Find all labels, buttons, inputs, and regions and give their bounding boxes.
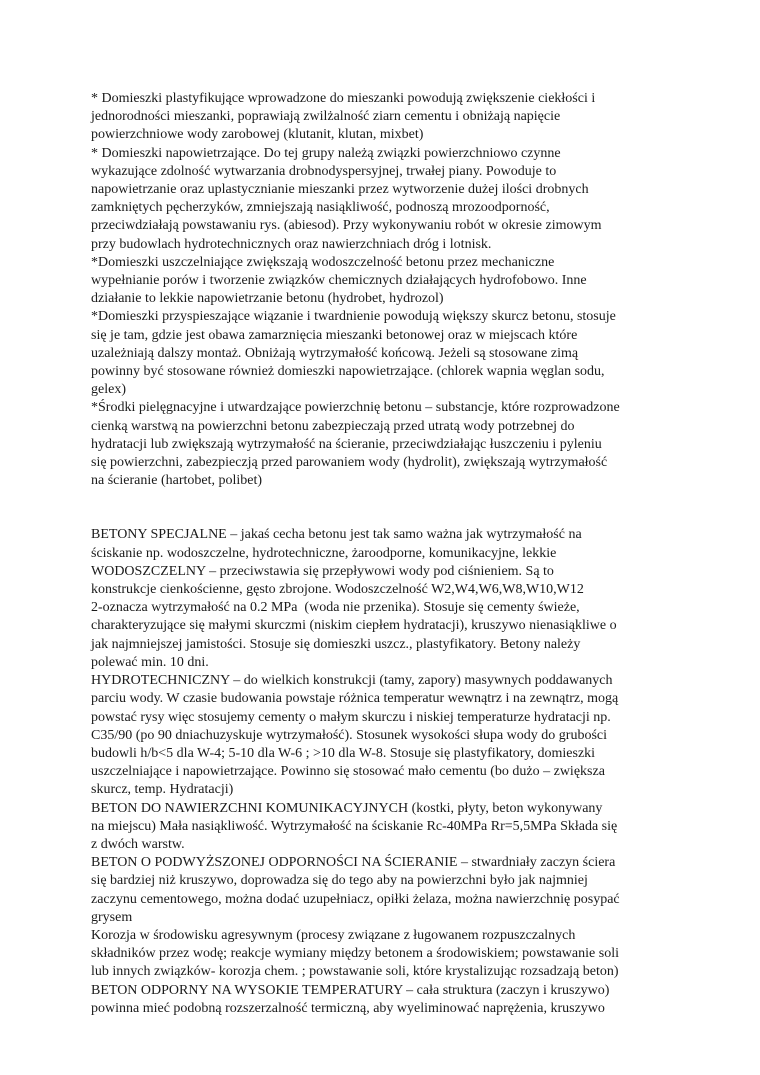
paragraph-curing-agents: *Środki pielęgnacyjne i utwardzające powierzchnię betonu – substancje, które rozprowadzone cienką warstwą na powierzchni betonu zabezpieczają przed utratą wody potrzebnej do hydratacji lub zwiększają wytrzymałość na ścieranie, przeciwdziałając łuszczeniu i pyleniu się powierzchni, zabezpieczją przed parowaniem wody (hydrolit), zwiększają wytrzymałość na ścieranie (hartobet, polibet) xyxy=(91,400,620,489)
section-gap xyxy=(91,490,691,526)
document-page xyxy=(91,90,691,1018)
paragraph-waterproof: WODOSZCZELNY – przeciwstawia się przepływowi wody pod ciśnieniem. Są to konstrukcje cienkościenne, gęsto zbrojone. Wodoszczelność W2,W4,W6,W8,W10,W12 2-oznacza wytrzymałość na 0.2 MPa (woda nie przenika). Stosuje się cementy świeże, charakteryzujące się małymi skurczmi (niskim ciepłem hydratacji), kruszywo nienasiąkliwe o jak najmniejszej jamistości. Stosuje się domieszki uszcz., plastyfikatory. Betony należy polewać min. 10 dni. xyxy=(91,563,617,670)
admixtures-section xyxy=(91,90,691,490)
paragraph-plasticizers: * Domieszki plastyfikujące wprowadzone do mieszanki powodują zwiększenie ciekłości i jednorodności mieszanki, poprawiają zwilżalność ziarn cementu i obniżają napięcie powierzchniowe wody zarobowej (klutanit, klutan, mixbet) xyxy=(91,91,596,143)
special-concretes-section xyxy=(91,526,691,1017)
paragraph-hydrotechnical: HYDROTECHNICZNY – do wielkich konstrukcji (tamy, zapory) masywnych poddawanych parciu wody. W czasie budowania powstaje różnica temperatur wewnątrz i na zewnątrz, mogą powstać rysy więc stosujemy cementy o małym skurczu i niskiej temperaturze hydratacji np. C35/90 (po 90 dniachuzyskuje wytrzymałość). Stosunek wysokości słupa wody do grubości budowli h/b<5 dla W-4; 5-10 dla W-6 ; >10 dla W-8. Stosuje się plastyfikatory, domieszki uszczelniające i napowietrzające. Powinno się stosować mało cementu (bo dużo – zwiększa skurcz, temp. Hydratacji) xyxy=(91,673,619,798)
paragraph-accelerating: *Domieszki przyspieszające wiązanie i twardnienie powodują większy skurcz betonu, stosuje się je tam, gdzie jest obawa zamarznięcia mieszanki betonowej oraz w miejscach które uzależniają dalszy montaż. Obniżają wytrzymałość końcową. Jeżeli są stosowane zimą powinny być stosowane również domieszki napowietrzające. (chlorek wapnia węglan sodu, gelex) xyxy=(91,309,616,398)
paragraph-corrosion: Korozja w środowisku agresywnym (procesy związane z ługowanem rozpuszczalnych składników przez wodę; reakcje wymiany między betonem a środowiskiem; powstawanie soli lub innych związków- korozja chem. ; powstawanie soli, które krystalizując rozsadzają beton) xyxy=(91,927,619,980)
paragraph-heat-resistant: BETON ODPORNY NA WYSOKIE TEMPERATURY – cała struktura (zaczyn i kruszywo) powinna mieć podobną rozszerzalność termiczną, aby wyeliminować naprężenia, kruszywo xyxy=(91,982,610,1016)
paragraph-road-concrete: BETON DO NAWIERZCHNI KOMUNIKACYJNYCH (kostki, płyty, beton wykonywany na miejscu) Mała nasiąkliwość. Wytrzymałość na ściskanie Rc-40MPa Rr=5,5MPa Składa się z dwóch warstw. xyxy=(91,800,618,852)
paragraph-abrasion-resistant: BETON O PODWYŻSZONEJ ODPORNOŚCI NA ŚCIERANIE – stwardniały zaczyn ściera się bardziej niż kruszywo, doprowadza się do tego aby na powierzchni było jak najmniej zaczynu cementowego, można dodać uzupełniacz, opiłki żelaza, można nawierzchnię posypać grysem xyxy=(91,855,620,925)
paragraph-special-concretes: BETONY SPECJALNE – jakaś cecha betonu jest tak samo ważna jak wytrzymałość na ściskanie np. wodoszczelne, hydrotechniczne, żaroodporne, komunikacyjne, lekkie xyxy=(91,527,582,561)
paragraph-air-entraining: * Domieszki napowietrzające. Do tej grupy należą związki powierzchniowo czynne wykazujące zdolność wytwarzania drobnodyspersyjnej, trwałej piany. Powoduje to napowietrzanie oraz uplastycznianie mieszanki przez wytworzenie dużej ilości drobnych zamkniętych pęcherzyków, zmniejszają nasiąkliwość, podnoszą mrozoodporność, przeciwdziałają powstawaniu rys. (abiesod). Przy wykonywaniu robót w okresie zimowym przy budowlach hydrotechnicznych oraz nawierzchniach dróg i lotnisk. xyxy=(91,145,602,252)
paragraph-sealing: *Domieszki uszczelniające zwiększają wodoszczelność betonu przez mechaniczne wypełnianie porów i tworzenie związków chemicznych działających hydrofobowo. Inne działanie to lekkie napowietrzanie betonu (hydrobet, hydrozol) xyxy=(91,254,587,307)
